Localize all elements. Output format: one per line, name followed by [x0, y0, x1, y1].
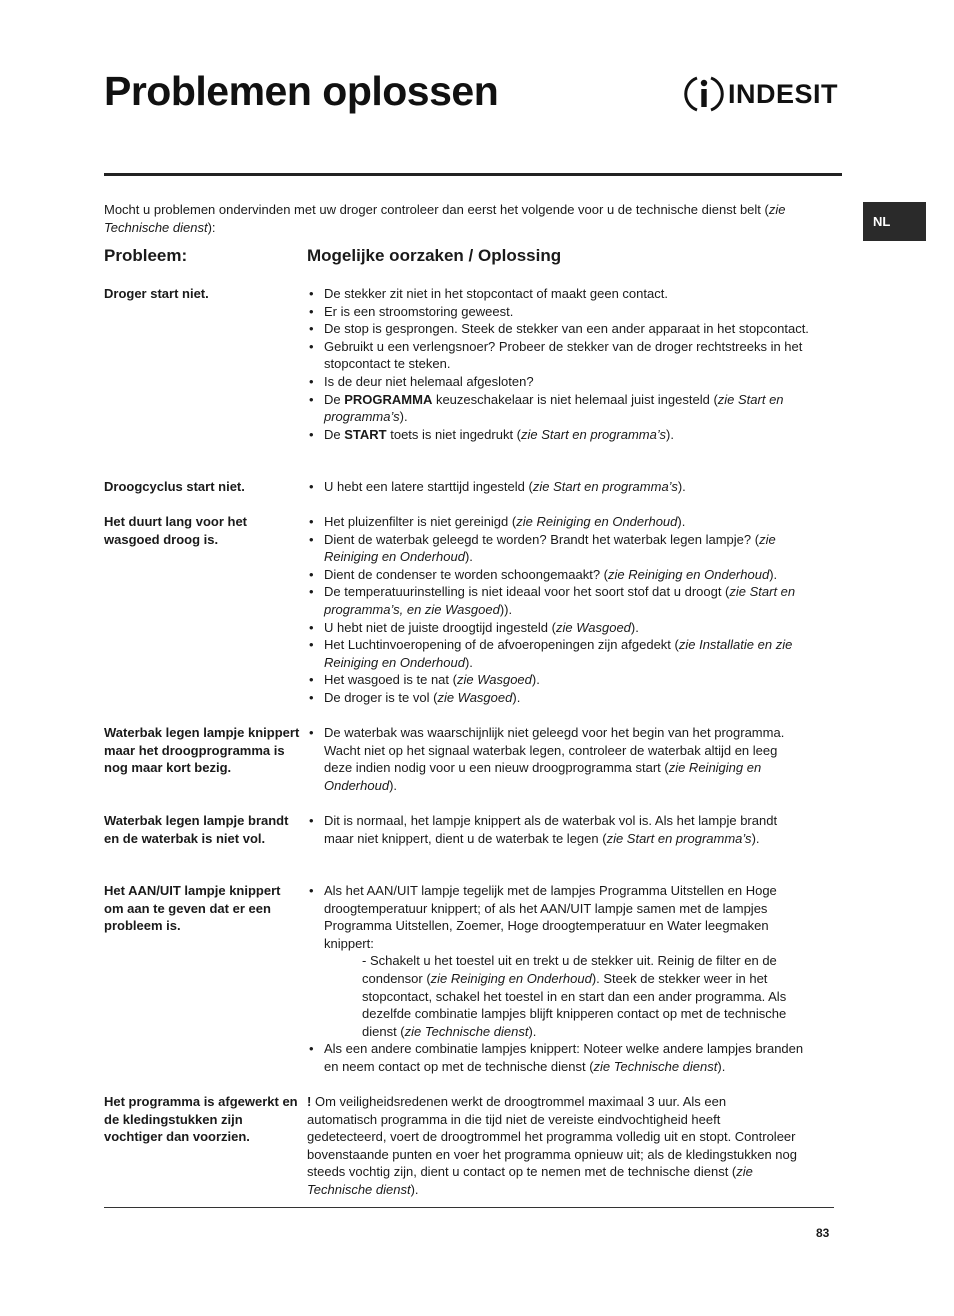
solution-item: • De stop is gesprongen. Steek de stekker van een ander apparaat in het stopcontact.: [307, 320, 817, 338]
problem-label: Droger start niet.: [104, 286, 209, 301]
solution-list: [307, 478, 817, 496]
solution-item: • U hebt niet de juiste droogtijd ingesteld (zie Wasgoed).: [307, 619, 817, 637]
solution-subnote: - Schakelt u het toestel uit en trekt u de stekker uit. Reinig de filter en de condensor (zie Reiniging en Onderhoud). Steek de stekker weer in het stopcontact, schakel het toestel in en start dan een ander programma. Als dezelfde combinatie lampjes blijft knipperen contact op met de technische dienst (zie Technische dienst).: [362, 953, 787, 1039]
indesit-logo-icon: [684, 74, 724, 114]
solution-item: • De stekker zit niet in het stopcontact of maakt geen contact.: [307, 285, 817, 303]
solution-list: [307, 812, 787, 847]
problem-column-header: Probleem:: [104, 246, 188, 265]
problem-label: Waterbak legen lampje knippert maar het droogprogramma is nog maar kort bezig.: [104, 725, 300, 776]
page-title: Problemen oplossen: [104, 68, 499, 114]
solution-item: • De PROGRAMMA keuzeschakelaar is niet helemaal juist ingesteld (zie Start en programma’s).: [307, 391, 817, 426]
warning-mark: !: [307, 1094, 312, 1109]
intro-text: Mocht u problemen ondervinden met uw droger controleer dan eerst het volgende voor u de technische dienst belt (zie Technische dienst):: [104, 202, 786, 235]
solution-item: • Dient de condenser te worden schoongemaakt? (zie Reiniging en Onderhoud).: [307, 566, 817, 584]
warning-note: ! Om veiligheidsredenen werkt de droogtrommel maximaal 3 uur. Als een automatisch programma in die tijd niet de vereiste eindvochtigheid heeft gedetecteerd, voert de droogtrommel het programma volledig uit en stopt. Controleer bovenstaande punten en voer het programma opnieuw uit; als de kledingstukken nog steeds vochtig zijn, dient u contact op te nemen met de technische dienst (zie Technische dienst).: [307, 1094, 797, 1197]
solution-item: • Er is een stroomstoring geweest.: [307, 303, 817, 321]
brand-logo: [684, 74, 838, 114]
solution-item: • De waterbak was waarschijnlijk niet geleegd voor het begin van het programma. Wacht niet op het signaal waterbak legen, controleer de waterbak altijd en leeg deze indien nodig voor u een nieuw droogprogramma start (zie Reiniging en Onderhoud).: [307, 724, 787, 794]
solution-item: • Het wasgoed is te nat (zie Wasgoed).: [307, 671, 817, 689]
solution-item: • Het pluizenfilter is niet gereinigd (zie Reiniging en Onderhoud).: [307, 513, 817, 531]
solution-column-header: Mogelijke oorzaken / Oplossing: [307, 246, 562, 265]
brand-name: INDESIT: [728, 78, 839, 109]
problem-label: Het programma is afgewerkt en de kledingstukken zijn vochtiger dan voorzien.: [104, 1094, 298, 1145]
solution-item: • De temperatuurinstelling is niet ideaal voor het soort stof dat u droogt (zie Start en programma’s, en zie Wasgoed)).: [307, 583, 817, 618]
solution-list: [307, 882, 817, 1076]
solution-list: [307, 724, 787, 794]
solution-item: • Is de deur niet helemaal afgesloten?: [307, 373, 817, 391]
language-tab: NL: [863, 202, 926, 241]
problem-label: Het duurt lang voor het wasgoed droog is.: [104, 514, 247, 547]
problem-label: Droogcyclus start niet.: [104, 479, 245, 494]
solution-item: • Als het AAN/UIT lampje tegelijk met de lampjes Programma Uitstellen en Hoge droogtemperatuur knippert; of als het AAN/UIT lampje samen met de lampjes Programma Uitstellen, Zoemer, Hoge droogtemperatuur en Water leegmaken knippert: - Schakelt u het toestel uit en trekt u de stekker uit. Reinig de filter en de condensor (zie Reiniging en Onderhoud). Steek de stekker weer in het stopcontact, schakel het toestel in en start dan een ander programma. Als dezelfde combinatie lampjes blijft knipperen contact op met de technische dienst (zie Technische dienst).: [307, 882, 817, 1040]
page-number: 83: [816, 1226, 830, 1240]
solution-list: [307, 285, 817, 443]
solution-item: • Het Luchtinvoeropening of de afvoeropeningen zijn afgedekt (zie Installatie en zie Reiniging en Onderhoud).: [307, 636, 817, 671]
solution-item: • Dient de waterbak geleegd te worden? Brandt het waterbak legen lampje? (zie Reiniging en Onderhoud).: [307, 531, 817, 566]
solution-list: [307, 513, 817, 707]
solution-item: • Gebruikt u een verlengsnoer? Probeer de stekker van de droger rechtstreeks in het stopcontact te steken.: [307, 338, 817, 373]
footer-divider: [104, 1207, 834, 1208]
solution-item: • Dit is normaal, het lampje knippert als de waterbak vol is. Als het lampje brandt maar niet knippert, dient u de waterbak te legen (zie Start en programma’s).: [307, 812, 787, 847]
solution-item: • De droger is te vol (zie Wasgoed).: [307, 689, 817, 707]
header-divider: [104, 173, 842, 176]
problem-label: Het AAN/UIT lampje knippert om aan te geven dat er een probleem is.: [104, 883, 281, 934]
solution-item: • De START toets is niet ingedrukt (zie Start en programma’s).: [307, 426, 817, 444]
solution-item: • Als een andere combinatie lampjes knippert: Noteer welke andere lampjes branden en neem contact op met de technische dienst (zie Technische dienst).: [307, 1040, 817, 1075]
solution-item: • U hebt een latere starttijd ingesteld (zie Start en programma’s).: [307, 478, 817, 496]
problem-label: Waterbak legen lampje brandt en de waterbak is niet vol.: [104, 813, 289, 846]
